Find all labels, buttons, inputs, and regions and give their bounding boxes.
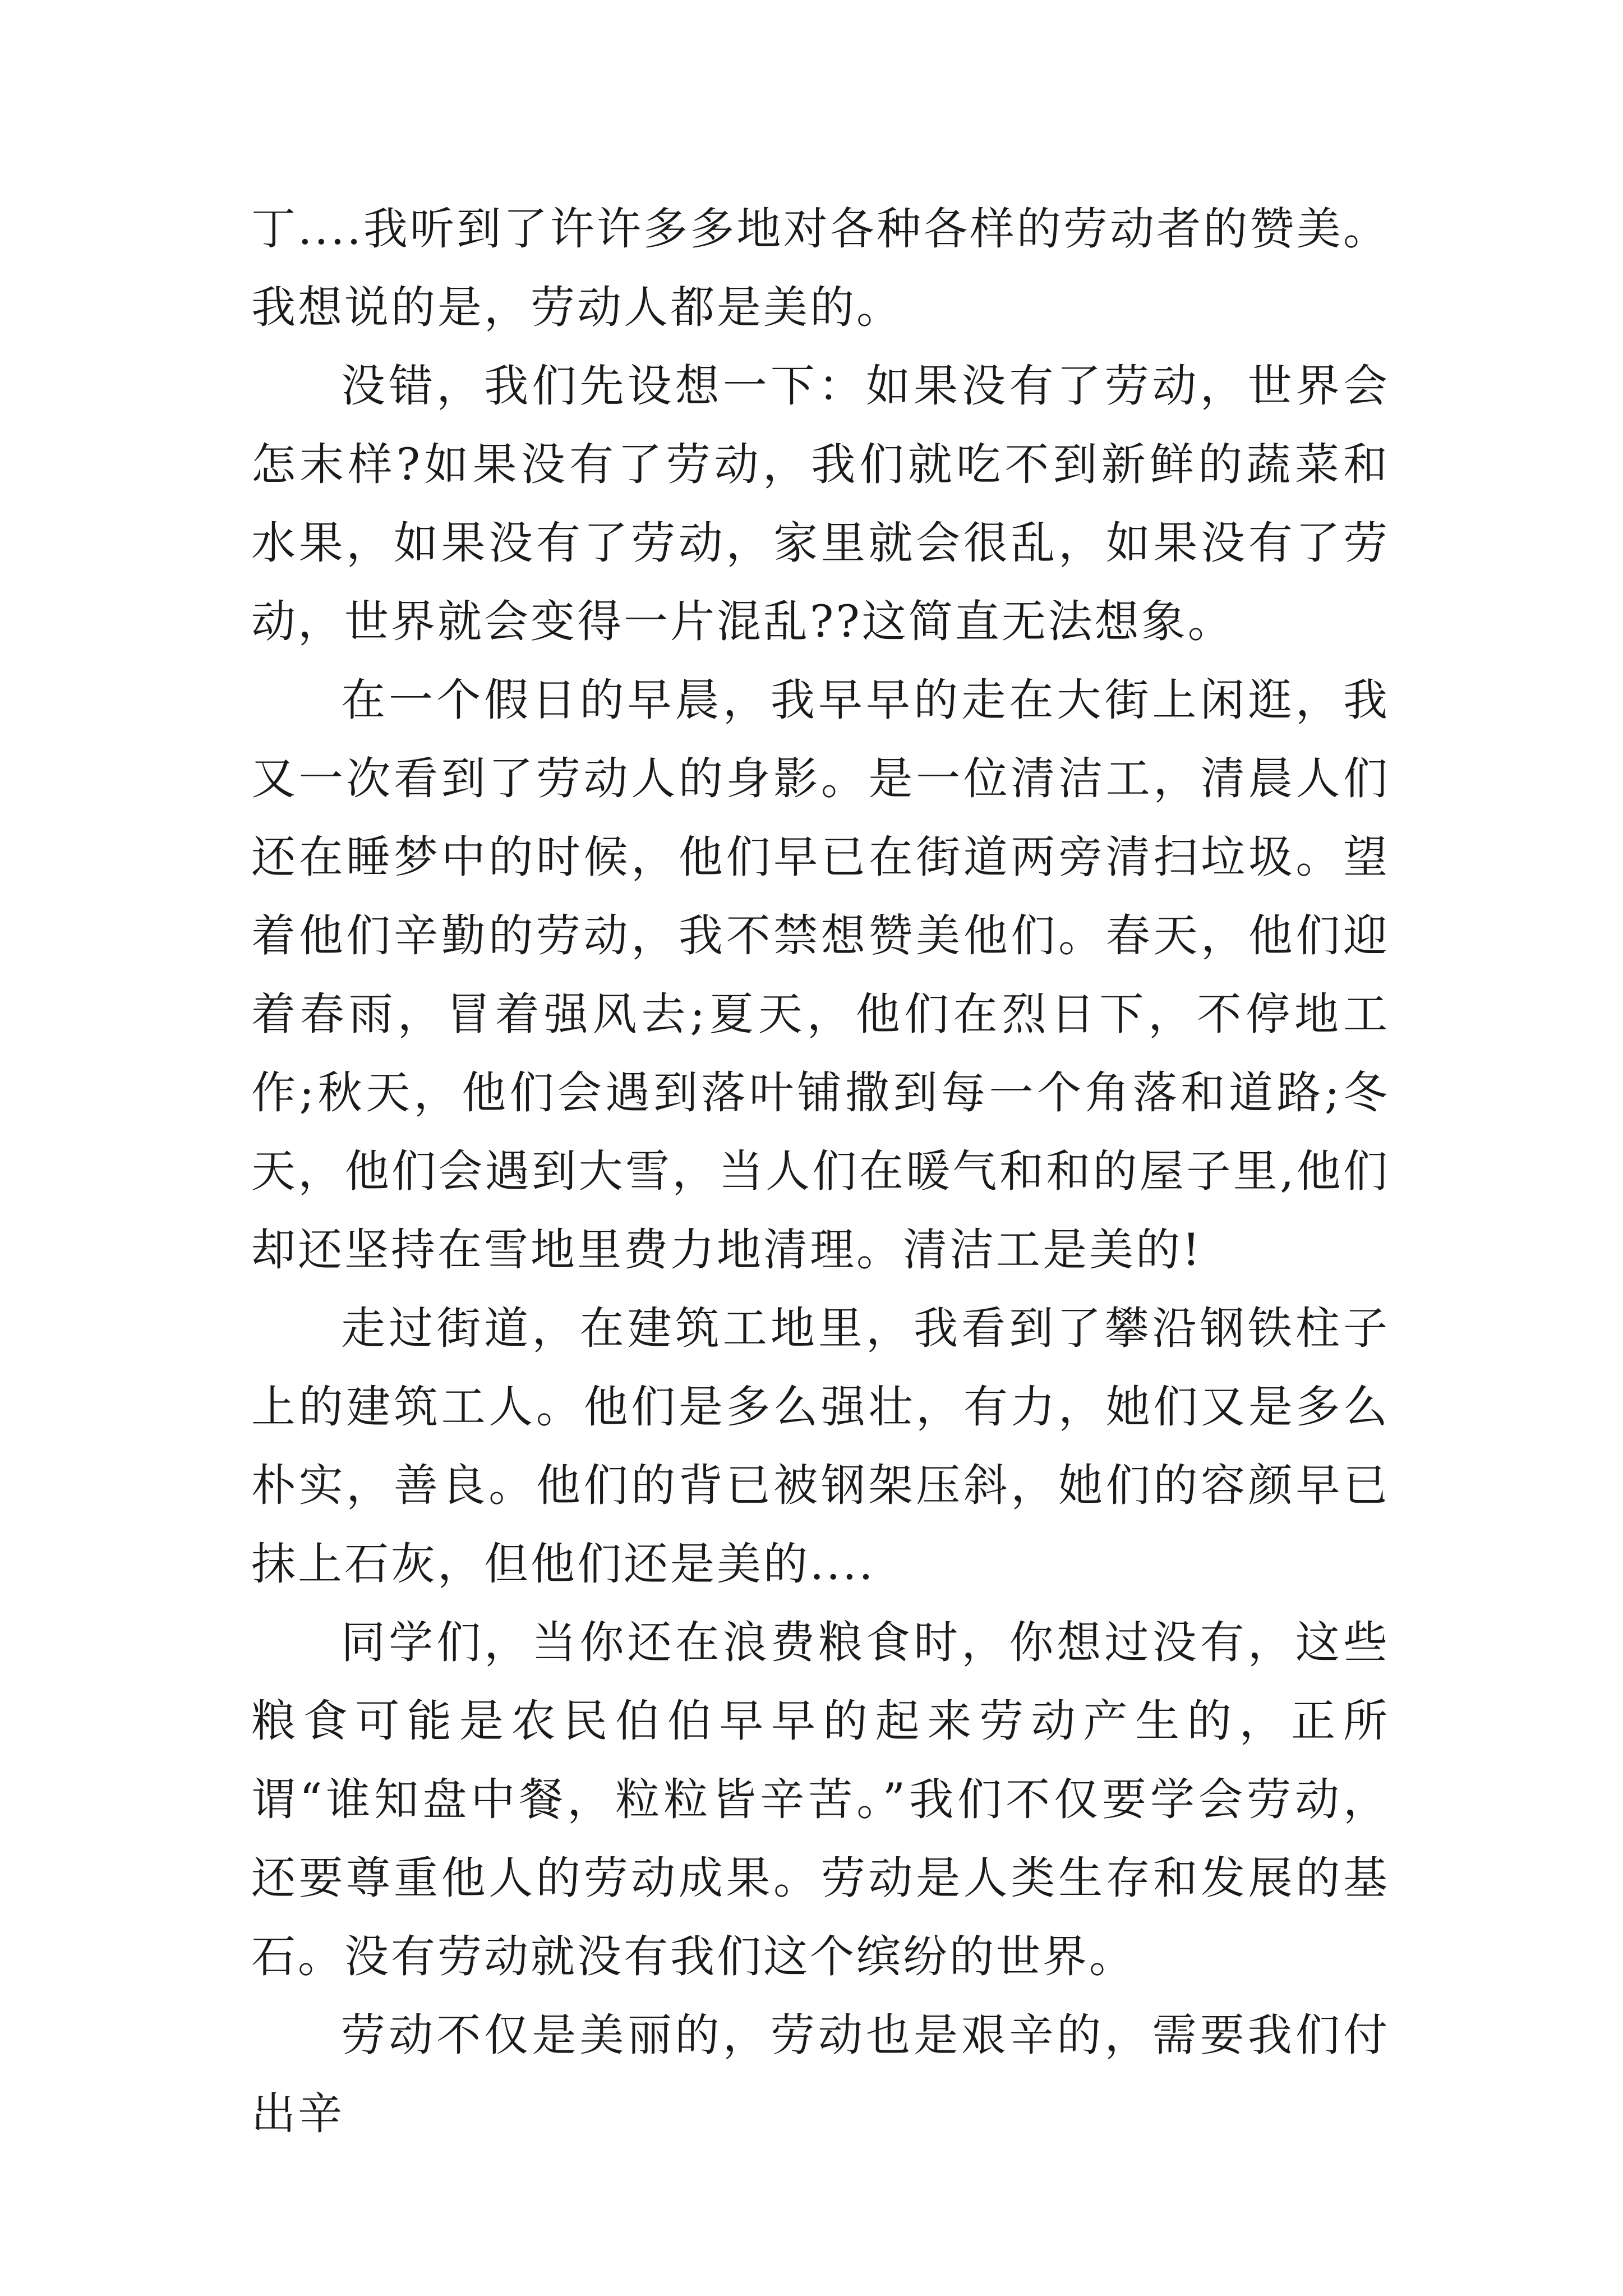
- paragraph-1: 丁....我听到了许许多多地对各种各样的劳动者的赞美。我想说的是，劳动人都是美的。: [251, 203, 1390, 333]
- paragraph-3: 在一个假日的早晨，我早早的走在大街上闲逛，我又一次看到了劳动人的身影。是一位清洁工，清晨人们还在睡梦中的时候，他们早已在街道两旁清扫垃圾。望着他们辛勤的劳动，我不禁想赞美他们。春天，他们迎着春雨，冒着强风去;夏天，他们在烈日下，不停地工作;秋天，他们会遇到落叶铺撒到每一个角落和道路;冬天，他们会遇到大雪，当人们在暖气和和的屋子里,他们却还坚持在雪地里费力地清理。清洁工是美的!: [251, 674, 1390, 1276]
- paragraph-2: 没错，我们先设想一下：如果没有了劳动，世界会怎末样?如果没有了劳动，我们就吃不到新鲜的蔬菜和水果，如果没有了劳动，家里就会很乱，如果没有了劳动，世界就会变得一片混乱??这简直无法想象。: [251, 360, 1390, 647]
- paragraph-6: 劳动不仅是美丽的，劳动也是艰辛的，需要我们付出辛: [251, 2009, 1390, 2139]
- paragraph-5: 同学们，当你还在浪费粮食时，你想过没有，这些粮食可能是农民伯伯早早的起来劳动产生的，正所谓“谁知盘中餐，粒粒皆辛苦。”我们不仅要学会劳动，还要尊重他人的劳动成果。劳动是人类生存和发展的基石。没有劳动就没有我们这个缤纷的世界。: [251, 1617, 1390, 1982]
- paragraph-4: 走过街道，在建筑工地里，我看到了攀沿钢铁柱子上的建筑工人。他们是多么强壮，有力，她们又是多么朴实，善良。他们的背已被钢架压斜，她们的容颜早已抹上石灰，但他们还是美的....: [251, 1303, 1390, 1590]
- document-body: [251, 190, 1390, 2153]
